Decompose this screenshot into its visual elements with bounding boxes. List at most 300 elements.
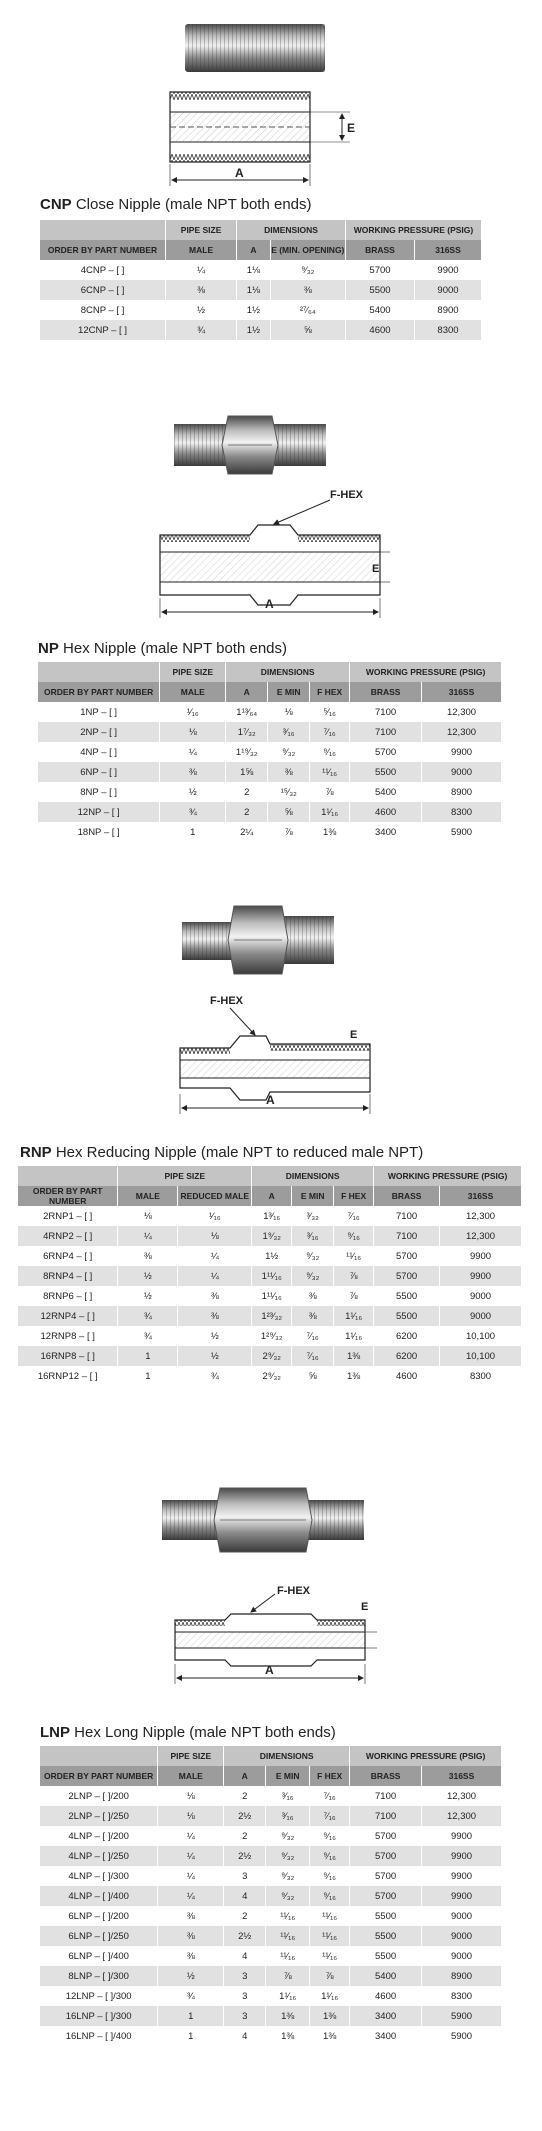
rnp-e-label: E	[350, 1029, 358, 1041]
cell-brass: 5500	[374, 1306, 440, 1326]
cell-e: ⁹⁄₃₂	[268, 742, 310, 762]
cell-part: 6LNP – [ ]/200	[40, 1906, 158, 1926]
cell-f: 1¹⁄₁₆	[310, 1986, 350, 2006]
cnp-drawing	[150, 82, 370, 192]
table-row	[18, 1326, 522, 1346]
cell-f: ⁹⁄₁₆	[334, 1226, 374, 1246]
header-dimensions: DIMENSIONS	[224, 1746, 350, 1766]
lnp-a-label: A	[265, 1663, 274, 1677]
cell-part: 4LNP – [ ]/200	[40, 1826, 158, 1846]
header-e-min: E MIN	[292, 1186, 334, 1206]
cell-a: 2⁹⁄₃₂	[252, 1366, 292, 1386]
cell-brass: 4600	[345, 320, 414, 340]
cell-part: 4LNP – [ ]/300	[40, 1866, 158, 1886]
cell-brass: 6200	[374, 1326, 440, 1346]
header-order-by: ORDER BY PART NUMBER	[40, 1766, 158, 1786]
cell-brass: 3400	[350, 822, 422, 842]
cell-male: ⅛	[158, 1786, 224, 1806]
cell-male: ½	[118, 1286, 178, 1306]
cell-male: ⅜	[158, 1946, 224, 1966]
table-row	[40, 1846, 502, 1866]
cnp-title-text: Close Nipple (male NPT both ends)	[75, 196, 312, 213]
cell-a: 1½	[237, 300, 270, 320]
rnp-section	[0, 900, 542, 1440]
cell-ss: 8300	[440, 1366, 522, 1386]
header-dimensions: DIMENSIONS	[226, 662, 350, 682]
cell-e: ³⁄₁₆	[266, 1806, 310, 1826]
cell-part: 16LNP – [ ]/300	[40, 2006, 158, 2026]
cell-ss: 9900	[422, 1886, 502, 1906]
cell-part: 2LNP – [ ]/250	[40, 1806, 158, 1826]
table-row	[18, 1366, 522, 1386]
cell-e: ³⁄₁₆	[292, 1226, 334, 1246]
cell-part: 2RNP1 – [ ]	[18, 1206, 118, 1226]
table-row	[18, 1286, 522, 1306]
cell-f: ¹¹⁄₁₆	[334, 1246, 374, 1266]
table-row	[38, 742, 502, 762]
header-order-by: ORDER BY PART NUMBER	[18, 1186, 118, 1206]
cell-male: 1	[160, 822, 226, 842]
cell-ss: 9000	[422, 762, 502, 782]
cell-part: 8LNP – [ ]/300	[40, 1966, 158, 1986]
table-row	[40, 300, 482, 320]
cell-ss: 10,100	[440, 1326, 522, 1346]
cell-a: 3	[224, 1866, 266, 1886]
cell-brass: 5700	[350, 1846, 422, 1866]
cell-male: ⅜	[158, 1906, 224, 1926]
cell-male: 1	[118, 1366, 178, 1386]
cell-brass: 7100	[350, 1806, 422, 1826]
cell-part: 12NP – [ ]	[38, 802, 160, 822]
cell-ss: 9000	[422, 1946, 502, 1966]
cell-male: ¼	[158, 1826, 224, 1846]
header-brass: BRASS	[345, 240, 414, 260]
cell-f: ⅞	[310, 1966, 350, 1986]
cell-part: 12LNP – [ ]/300	[40, 1986, 158, 2006]
rnp-photo	[178, 900, 338, 980]
cell-f: ⁷⁄₁₆	[334, 1206, 374, 1226]
cell-part: 4CNP – [ ]	[40, 260, 166, 280]
cell-ss: 12,300	[422, 1806, 502, 1826]
cell-ss: 12,300	[422, 702, 502, 722]
cell-ss: 10,100	[440, 1346, 522, 1366]
header-dimensions: DIMENSIONS	[252, 1166, 374, 1186]
cell-e: ⅝	[292, 1366, 334, 1386]
cell-f: ⁷⁄₁₆	[310, 1786, 350, 1806]
table-row	[38, 702, 502, 722]
cell-e: ²⁷⁄₆₄	[270, 300, 345, 320]
cell-male: ½	[166, 300, 237, 320]
cell-ss: 9000	[415, 280, 482, 300]
cell-a: 1½	[252, 1246, 292, 1266]
header-316ss: 316SS	[422, 1766, 502, 1786]
header-pipe-size: PIPE SIZE	[160, 662, 226, 682]
np-fhex-label: F-HEX	[330, 489, 363, 501]
header-male: MALE	[118, 1186, 178, 1206]
cell-e: ⅛	[268, 702, 310, 722]
table-row	[40, 1946, 502, 1966]
cell-e: ⅞	[266, 1966, 310, 1986]
cell-ss: 8900	[422, 782, 502, 802]
cell-brass: 5500	[374, 1286, 440, 1306]
cell-red: ¼	[178, 1266, 252, 1286]
cell-male: ⅜	[118, 1246, 178, 1266]
cell-part: 1NP – [ ]	[38, 702, 160, 722]
cell-a: 2¼	[226, 822, 268, 842]
cell-f: ⅞	[334, 1286, 374, 1306]
cell-ss: 5900	[422, 2006, 502, 2026]
cell-red: ¾	[178, 1366, 252, 1386]
table-row	[40, 1906, 502, 1926]
rnp-drawing	[170, 988, 380, 1118]
header-male: MALE	[166, 240, 237, 260]
cell-a: 2	[224, 1906, 266, 1926]
header-brass: BRASS	[350, 1766, 422, 1786]
header-e-min: E MIN	[268, 682, 310, 702]
cell-ss: 5900	[422, 822, 502, 842]
table-row	[18, 1206, 522, 1226]
table-row	[40, 260, 482, 280]
cell-male: ⅛	[158, 1806, 224, 1826]
cell-e: ⁹⁄₃₂	[266, 1866, 310, 1886]
cell-e: ³⁄₁₆	[266, 1786, 310, 1806]
cell-e: ⁷⁄₁₆	[292, 1346, 334, 1366]
cell-a: 2½	[224, 1926, 266, 1946]
rnp-title-code: RNP	[20, 1144, 52, 1161]
cell-a: 1¹³⁄₆₄	[226, 702, 268, 722]
cell-a: 2⁹⁄₃₂	[252, 1346, 292, 1366]
np-photo	[170, 410, 330, 480]
cell-a: 4	[224, 2026, 266, 2046]
cell-brass: 5700	[374, 1246, 440, 1266]
cell-ss: 9900	[415, 260, 482, 280]
cell-part: 6NP – [ ]	[38, 762, 160, 782]
cell-male: ⅜	[160, 762, 226, 782]
cnp-e-label: E	[347, 121, 356, 135]
cell-part: 12CNP – [ ]	[40, 320, 166, 340]
cell-ss: 9900	[422, 742, 502, 762]
cell-ss: 9000	[422, 1926, 502, 1946]
cell-ss: 8900	[422, 1966, 502, 1986]
lnp-section	[0, 1470, 542, 2130]
cell-f: ⅞	[334, 1266, 374, 1286]
cell-red: ¹⁄₁₆	[178, 1206, 252, 1226]
cell-brass: 5500	[345, 280, 414, 300]
lnp-title-text: Hex Long Nipple (male NPT both ends)	[74, 1724, 336, 1741]
cell-ss: 5900	[422, 2026, 502, 2046]
cell-part: 4NP – [ ]	[38, 742, 160, 762]
header-brass: BRASS	[350, 682, 422, 702]
cell-f: ⁹⁄₁₆	[310, 1886, 350, 1906]
table-row	[40, 1966, 502, 1986]
cell-a: 1⅝	[226, 762, 268, 782]
cell-f: ¹¹⁄₁₆	[310, 1906, 350, 1926]
lnp-photo	[158, 1480, 368, 1560]
cell-male: 1	[118, 1346, 178, 1366]
cell-f: 1⅜	[310, 2006, 350, 2026]
cell-e: ³⁄₁₆	[268, 722, 310, 742]
cell-brass: 5700	[374, 1266, 440, 1286]
cell-brass: 5700	[350, 1886, 422, 1906]
cell-e: ⁹⁄₃₂	[270, 260, 345, 280]
cell-ss: 12,300	[422, 1786, 502, 1806]
cell-e: 1⅜	[266, 2006, 310, 2026]
cell-f: 1¹⁄₁₆	[334, 1306, 374, 1326]
table-row	[18, 1226, 522, 1246]
cell-male: 1	[158, 2026, 224, 2046]
cell-e: ⅝	[268, 802, 310, 822]
cell-a: 1⅛	[237, 280, 270, 300]
cell-e: ¹¹⁄₁₆	[266, 1906, 310, 1926]
cell-brass: 5400	[345, 300, 414, 320]
header-reduced-male: REDUCED MALE	[178, 1186, 252, 1206]
cell-brass: 5500	[350, 762, 422, 782]
cell-f: 1⅜	[334, 1346, 374, 1366]
cell-ss: 9000	[440, 1286, 522, 1306]
cell-ss: 9900	[440, 1246, 522, 1266]
table-row	[40, 2006, 502, 2026]
header-f-hex: F HEX	[310, 1766, 350, 1786]
cell-brass: 7100	[350, 1786, 422, 1806]
header-pipe-size: PIPE SIZE	[158, 1746, 224, 1766]
cell-e: ⅜	[270, 280, 345, 300]
cell-e: ⅜	[292, 1286, 334, 1306]
cell-e: ¹⁵⁄₃₂	[268, 782, 310, 802]
cell-e: ¹¹⁄₁₆	[266, 1946, 310, 1966]
table-row	[38, 802, 502, 822]
cell-f: ⅞	[310, 782, 350, 802]
lnp-drawing	[165, 1580, 385, 1690]
cell-male: ¾	[118, 1306, 178, 1326]
header-a: A	[252, 1186, 292, 1206]
cell-male: 1	[158, 2006, 224, 2026]
np-section	[0, 400, 542, 838]
cell-brass: 5400	[350, 782, 422, 802]
cell-part: 8RNP4 – [ ]	[18, 1266, 118, 1286]
cell-part: 18NP – [ ]	[38, 822, 160, 842]
header-f-hex: F HEX	[310, 682, 350, 702]
rnp-a-label: A	[266, 1093, 275, 1107]
header-316ss: 316SS	[422, 682, 502, 702]
cell-e: ⁹⁄₃₂	[292, 1246, 334, 1266]
cell-a: 1½	[237, 320, 270, 340]
cell-ss: 9000	[440, 1306, 522, 1326]
cell-f: ⁷⁄₁₆	[310, 722, 350, 742]
table-row	[38, 722, 502, 742]
cell-male: ¼	[158, 1886, 224, 1906]
cnp-title-code: CNP	[40, 196, 72, 213]
cell-brass: 5500	[350, 1906, 422, 1926]
cnp-a-label: A	[235, 166, 244, 180]
cell-a: 3	[224, 1986, 266, 2006]
table-row	[40, 1886, 502, 1906]
cell-e: ⅞	[268, 822, 310, 842]
lnp-e-label: E	[361, 1601, 369, 1613]
cell-brass: 7100	[374, 1206, 440, 1226]
rnp-title-text: Hex Reducing Nipple (male NPT to reduced male NPT)	[55, 1144, 424, 1161]
cell-a: 1²⁹⁄₃₂	[252, 1326, 292, 1346]
cell-f: ⁹⁄₁₆	[310, 1866, 350, 1886]
cell-f: 1¹⁄₁₆	[334, 1326, 374, 1346]
cell-male: ⅛	[160, 722, 226, 742]
header-pipe-size: PIPE SIZE	[166, 220, 237, 240]
cell-part: 4LNP – [ ]/400	[40, 1886, 158, 1906]
cell-f: ⁹⁄₁₆	[310, 1826, 350, 1846]
cell-brass: 5500	[350, 1926, 422, 1946]
cell-male: ½	[118, 1266, 178, 1286]
cell-male: ¹⁄₁₆	[160, 702, 226, 722]
cnp-title	[40, 196, 312, 213]
np-table	[38, 662, 502, 842]
lnp-title	[40, 1724, 336, 1741]
cell-a: 2	[226, 802, 268, 822]
cell-e: ⅜	[268, 762, 310, 782]
cell-ss: 9900	[422, 1846, 502, 1866]
np-title	[38, 640, 287, 657]
cell-part: 8RNP6 – [ ]	[18, 1286, 118, 1306]
table-row	[40, 320, 482, 340]
table-row	[40, 1866, 502, 1886]
cell-part: 16RNP8 – [ ]	[18, 1346, 118, 1366]
cell-male: ¼	[158, 1866, 224, 1886]
header-f-hex: F HEX	[334, 1186, 374, 1206]
cell-part: 8CNP – [ ]	[40, 300, 166, 320]
rnp-title	[20, 1144, 423, 1161]
cell-ss: 9000	[422, 1906, 502, 1926]
cell-brass: 5700	[350, 1866, 422, 1886]
cell-male: ¾	[166, 320, 237, 340]
cell-e: 1¹⁄₁₆	[266, 1986, 310, 2006]
lnp-table	[40, 1746, 502, 2046]
cell-e: ¹¹⁄₁₆	[266, 1926, 310, 1946]
cell-a: 1⁷⁄₃₂	[226, 722, 268, 742]
table-row	[18, 1346, 522, 1366]
cell-ss: 9900	[422, 1826, 502, 1846]
cell-part: 16LNP – [ ]/400	[40, 2026, 158, 2046]
cell-a: 1¹¹⁄₁₆	[252, 1286, 292, 1306]
header-order-by: ORDER BY PART NUMBER	[40, 240, 166, 260]
cell-part: 6LNP – [ ]/400	[40, 1946, 158, 1966]
cnp-section	[0, 0, 542, 360]
cell-part: 12RNP4 – [ ]	[18, 1306, 118, 1326]
cell-part: 6LNP – [ ]/250	[40, 1926, 158, 1946]
header-working-pressure: WORKING PRESSURE (PSIG)	[350, 1746, 502, 1766]
cell-e: ⅜	[292, 1306, 334, 1326]
cell-ss: 9900	[440, 1266, 522, 1286]
cell-part: 4RNP2 – [ ]	[18, 1226, 118, 1246]
header-a: A	[226, 682, 268, 702]
cell-part: 12RNP8 – [ ]	[18, 1326, 118, 1346]
cell-a: 2	[224, 1826, 266, 1846]
cell-f: ⁹⁄₁₆	[310, 742, 350, 762]
cell-brass: 7100	[350, 702, 422, 722]
cell-f: ¹¹⁄₁₆	[310, 1926, 350, 1946]
cell-ss: 12,300	[440, 1206, 522, 1226]
cell-red: ⅜	[178, 1286, 252, 1306]
cell-a: 1¹⁹⁄₃₂	[226, 742, 268, 762]
table-row	[18, 1266, 522, 1286]
table-row	[40, 1986, 502, 2006]
cell-part: 8NP – [ ]	[38, 782, 160, 802]
cell-red: ½	[178, 1346, 252, 1366]
cell-e: ⁹⁄₃₂	[266, 1826, 310, 1846]
header-blank	[40, 1746, 158, 1766]
cell-a: 4	[224, 1886, 266, 1906]
cell-a: 1⅛	[237, 260, 270, 280]
cell-red: ¼	[178, 1246, 252, 1266]
header-male: MALE	[160, 682, 226, 702]
np-drawing	[150, 480, 390, 620]
header-316ss: 316SS	[440, 1186, 522, 1206]
cell-f: ⁷⁄₁₆	[310, 1806, 350, 1826]
cell-brass: 7100	[350, 722, 422, 742]
cell-ss: 9900	[422, 1866, 502, 1886]
cell-a: 2	[226, 782, 268, 802]
header-male: MALE	[158, 1766, 224, 1786]
cell-brass: 5700	[350, 742, 422, 762]
cell-part: 2NP – [ ]	[38, 722, 160, 742]
header-316ss: 316SS	[415, 240, 482, 260]
cell-red: ⅜	[178, 1306, 252, 1326]
header-e-min: E MIN	[266, 1766, 310, 1786]
cell-male: ¾	[160, 802, 226, 822]
cell-e: ⁹⁄₃₂	[266, 1846, 310, 1866]
cell-brass: 4600	[350, 1986, 422, 2006]
cell-ss: 8900	[415, 300, 482, 320]
rnp-table	[18, 1166, 522, 1386]
cell-a: 3	[224, 2006, 266, 2026]
cell-male: ⅜	[166, 280, 237, 300]
table-row	[40, 1786, 502, 1806]
cell-a: 1¹¹⁄₁₆	[252, 1266, 292, 1286]
header-blank	[18, 1166, 118, 1186]
cell-a: 1⁹⁄₃₂	[252, 1226, 292, 1246]
cell-a: 3	[224, 1966, 266, 1986]
header-dimensions: DIMENSIONS	[237, 220, 346, 240]
cell-part: 4LNP – [ ]/250	[40, 1846, 158, 1866]
cell-e: ⁷⁄₁₆	[292, 1326, 334, 1346]
header-brass: BRASS	[374, 1186, 440, 1206]
header-working-pressure: WORKING PRESSURE (PSIG)	[374, 1166, 522, 1186]
header-working-pressure: WORKING PRESSURE (PSIG)	[350, 662, 502, 682]
cell-a: 4	[224, 1946, 266, 1966]
np-title-text: Hex Nipple (male NPT both ends)	[63, 640, 288, 657]
lnp-title-code: LNP	[40, 1724, 70, 1741]
cell-f: 1⅜	[310, 2026, 350, 2046]
header-blank	[40, 220, 166, 240]
cell-male: ¾	[158, 1986, 224, 2006]
table-row	[40, 1926, 502, 1946]
rnp-fhex-label: F-HEX	[210, 995, 243, 1007]
cell-brass: 4600	[350, 802, 422, 822]
header-working-pressure: WORKING PRESSURE (PSIG)	[345, 220, 481, 240]
np-a-label: A	[265, 597, 274, 611]
cell-a: 2½	[224, 1806, 266, 1826]
cell-a: 2	[224, 1786, 266, 1806]
header-e: E (MIN. OPENING)	[270, 240, 345, 260]
cell-a: 1³⁄₁₆	[252, 1206, 292, 1226]
table-row	[40, 2026, 502, 2046]
cell-brass: 7100	[374, 1226, 440, 1246]
cell-male: ¾	[118, 1326, 178, 1346]
cell-e: 1⅜	[266, 2026, 310, 2046]
cell-male: ½	[158, 1966, 224, 1986]
cell-ss: 12,300	[422, 722, 502, 742]
cell-ss: 12,300	[440, 1226, 522, 1246]
cell-red: ⅛	[178, 1226, 252, 1246]
cell-ss: 8300	[422, 1986, 502, 2006]
cell-f: ⁹⁄₁₆	[310, 1846, 350, 1866]
